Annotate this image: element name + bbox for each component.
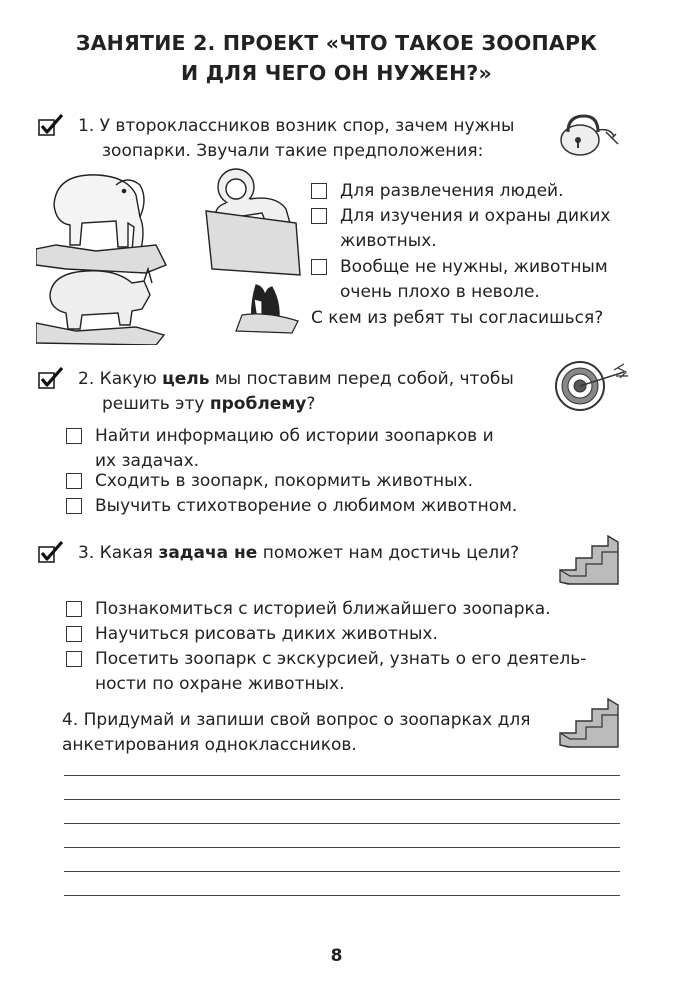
q1-option-1-checkbox[interactable] — [311, 183, 327, 199]
q4-text-line-1: 4. Придумай и запиши свой вопрос о зоопарках для — [62, 710, 531, 730]
title-line-1: ЗАНЯТИЕ 2. ПРОЕКТ «ЧТО ТАКОЕ ЗООПАРК — [75, 31, 598, 55]
zoo-animals-illustration — [36, 165, 306, 345]
page-title — [0, 28, 673, 88]
title-line-2: И ДЛЯ ЧЕГО ОН НУЖЕН?» — [181, 61, 492, 85]
q4-text-line-2: анкетирования одноклассников. — [62, 735, 357, 755]
q2-option-2-checkbox[interactable] — [66, 473, 82, 489]
answer-line-5[interactable] — [64, 871, 620, 872]
q3-option-2-checkbox[interactable] — [66, 626, 82, 642]
q1-option-2-label: Для изучения и охраны диких — [340, 206, 611, 226]
q2-option-1-checkbox[interactable] — [66, 428, 82, 444]
stairs-icon — [556, 697, 622, 749]
q2-text-line-1: 2. Какую цель мы поставим перед собой, чтобы — [78, 369, 514, 389]
checkmark-icon — [38, 541, 64, 563]
q2-text-line-2: решить эту проблему? — [102, 394, 316, 414]
answer-line-1[interactable] — [64, 775, 620, 776]
q1-option-3-label-cont: очень плохо в неволе. — [340, 282, 540, 302]
q1-text-line-1: 1. У второклассников возник спор, зачем нужны — [78, 116, 515, 136]
stairs-icon — [556, 534, 622, 586]
q3-option-1-label: Познакомиться с историей ближайшего зоопарка. — [95, 599, 551, 619]
lock-icon — [554, 110, 624, 160]
q3-option-3-checkbox[interactable] — [66, 651, 82, 667]
q2-option-2-label: Сходить в зоопарк, покормить животных. — [95, 471, 473, 491]
q1-option-2-label-cont: животных. — [340, 231, 437, 251]
answer-line-2[interactable] — [64, 799, 620, 800]
q1-question: С кем из ребят ты согласишься? — [311, 308, 604, 328]
lion-icon — [206, 169, 300, 275]
q1-text-line-2: зоопарки. Звучали такие предположения: — [102, 141, 484, 161]
answer-line-4[interactable] — [64, 847, 620, 848]
page-number: 8 — [330, 946, 343, 966]
q1-option-3-label: Вообще не нужны, животным — [340, 257, 608, 277]
checkmark-icon — [38, 114, 64, 136]
q2-option-1-label-cont: их задачах. — [95, 451, 200, 471]
answer-line-6[interactable] — [64, 895, 620, 896]
q3-option-2-label: Научиться рисовать диких животных. — [95, 624, 438, 644]
q2-option-3-checkbox[interactable] — [66, 498, 82, 514]
elephant-icon — [36, 175, 166, 273]
rhino-icon — [36, 269, 164, 345]
answer-line-3[interactable] — [64, 823, 620, 824]
penguin-icon — [236, 285, 298, 333]
q1-option-3-checkbox[interactable] — [311, 259, 327, 275]
q3-option-3-label: Посетить зоопарк с экскурсией, узнать о его деятель- — [95, 649, 587, 669]
q3-text-line: 3. Какая задача не поможет нам достичь цели? — [78, 543, 520, 563]
q3-option-1-checkbox[interactable] — [66, 601, 82, 617]
checkmark-icon — [38, 367, 64, 389]
q2-option-1-label: Найти информацию об истории зоопарков и — [95, 426, 494, 446]
q2-option-3-label: Выучить стихотворение о любимом животном. — [95, 496, 518, 516]
q1-option-2-checkbox[interactable] — [311, 208, 327, 224]
q1-option-1-label: Для развлечения людей. — [340, 181, 564, 201]
q3-option-3-label-cont: ности по охране животных. — [95, 674, 345, 694]
target-icon — [554, 360, 634, 412]
